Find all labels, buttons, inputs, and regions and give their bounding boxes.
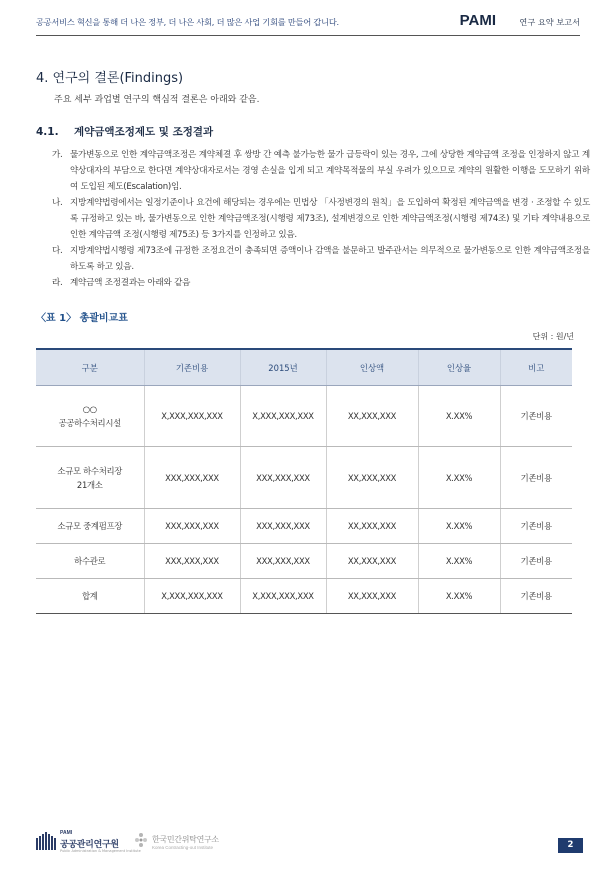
pami-logo	[36, 829, 141, 853]
cell-increase: XX,XXX,XXX	[326, 544, 418, 579]
cell-base-cost: XXX,XXX,XXX	[144, 509, 240, 544]
table-row	[36, 386, 572, 447]
header-divider	[36, 35, 580, 36]
cell-base-cost: X,XXX,XXX,XXX	[144, 579, 240, 614]
partner-emblem-icon	[134, 831, 148, 851]
summary-table	[36, 348, 572, 614]
cell-category: 합계	[36, 579, 144, 614]
header-category: 구분	[36, 349, 144, 386]
cell-year-2015: XXX,XXX,XXX	[240, 544, 326, 579]
cell-year-2015: XXX,XXX,XXX	[240, 509, 326, 544]
cell-increase: XX,XXX,XXX	[326, 579, 418, 614]
table-row	[36, 509, 572, 544]
header-doc-type: 연구 요약 보고서	[519, 17, 580, 27]
header-year-2015: 2015년	[240, 349, 326, 386]
cell-category	[36, 386, 144, 447]
list-text: 계약금액 조정결과는 아래와 같음	[70, 278, 191, 288]
cell-category	[36, 447, 144, 509]
list-item	[52, 195, 590, 243]
section-title: 4. 연구의 결론(Findings)	[36, 71, 184, 86]
list-text: 지방계약법령에서는 일정기준이나 요건에 해당되는 경우에는 민법상 「사정변경의 원칙」을 도입하여 확정된 계약금액을 변경 · 조정할 수 있도록 규정하고 있는 바, 물가변동으로 인한 계약금액조정(시행령 제73조), 설계변경으로 인한 계약금액조정(시행령 제74조) 및 기타 계약내용으로 인한 계약금액 조정(시행령 제75조) 등 3가지를 인정하고 있음.	[70, 198, 590, 240]
table-header-row	[36, 349, 572, 386]
list-text: 지방계약법시행령 제73조에 규정한 조정요건이 충족되면 증액이나 감액을 불문하고 발주관서는 의무적으로 물가변동으로 인한 계약금액조정을 하도록 하고 있음.	[70, 246, 590, 272]
cell-year-2015: X,XXX,XXX,XXX	[240, 386, 326, 447]
subsection-title	[36, 124, 213, 139]
cell-year-2015: X,XXX,XXX,XXX	[240, 579, 326, 614]
logo-subtitle: Public Administration & Management Institute	[60, 849, 141, 853]
list-marker: 가.	[52, 150, 63, 160]
cell-note: 기존비용	[500, 544, 572, 579]
list-marker: 다.	[52, 246, 63, 256]
table-unit: 단위 : 원/년	[532, 332, 574, 341]
cell-rate: X.XX%	[418, 509, 500, 544]
cell-base-cost: XXX,XXX,XXX	[144, 544, 240, 579]
cell-note: 기존비용	[500, 447, 572, 509]
header-slogan: 공공서비스 혁신을 통해 더 나은 정부, 더 나은 사회, 더 많은 사업 기회를 만들어 갑니다.	[36, 17, 339, 27]
header-rate: 인상율	[418, 349, 500, 386]
header-brand: PAMI	[459, 12, 496, 29]
table-caption: 〈표 1〉 총괄비교표	[36, 313, 128, 324]
partner-name: 한국민간위탁연구소	[152, 835, 219, 844]
list-item	[52, 243, 590, 275]
list-item	[52, 275, 590, 291]
cell-base-cost: XXX,XXX,XXX	[144, 447, 240, 509]
category-line-1: ○○	[82, 404, 97, 414]
cell-base-cost: X,XXX,XXX,XXX	[144, 386, 240, 447]
header-base-cost: 기존비용	[144, 349, 240, 386]
table-row	[36, 544, 572, 579]
cell-rate: X.XX%	[418, 447, 500, 509]
cell-increase: XX,XXX,XXX	[326, 386, 418, 447]
cell-category: 소규모 중계펌프장	[36, 509, 144, 544]
cell-year-2015: XXX,XXX,XXX	[240, 447, 326, 509]
category-line-2: 21개소	[76, 479, 103, 490]
header-note: 비고	[500, 349, 572, 386]
category-line-2: 공공하수처리시설	[58, 418, 121, 428]
cell-note: 기존비용	[500, 579, 572, 614]
page-header	[36, 0, 580, 35]
cell-note: 기존비용	[500, 386, 572, 447]
cell-increase: XX,XXX,XXX	[326, 447, 418, 509]
cell-increase: XX,XXX,XXX	[326, 509, 418, 544]
list-marker: 라.	[52, 278, 63, 288]
subsection-title-text: 계약금액조정제도 및 조정결과	[74, 126, 214, 138]
pami-bars-icon	[36, 832, 56, 850]
logo-small-text: PAMI	[60, 830, 73, 836]
cell-rate: X.XX%	[418, 386, 500, 447]
category-line-1: 소규모 하수처리장	[57, 465, 123, 476]
partner-logo	[134, 829, 244, 853]
cell-rate: X.XX%	[418, 579, 500, 614]
table-row	[36, 447, 572, 509]
partner-subtitle: Korea Contracting-out Institute	[152, 845, 214, 850]
cell-rate: X.XX%	[418, 544, 500, 579]
list-item	[52, 147, 590, 195]
cell-note: 기존비용	[500, 509, 572, 544]
header-increase: 인상액	[326, 349, 418, 386]
logo-name: 공공관리연구원	[60, 840, 119, 850]
table-row-total	[36, 579, 572, 614]
list-text: 물가변동으로 인한 계약금액조정은 계약체결 후 쌍방 간 예측 불가능한 물가 급등락이 있는 경우, 그에 상당한 계약금액 조정을 인정하지 않고 계약상대자의 부담으로 한다면 계약상대자로서는 경영 손실을 입게 되고 계약목적물의 부실 우려가 있으므로 계약의 원활한 이행을 도모하기 위하여 도입된 제도(Escalation)임.	[70, 150, 590, 192]
findings-list	[52, 147, 590, 291]
cell-category: 하수관로	[36, 544, 144, 579]
subsection-number: 4.1.	[36, 126, 59, 138]
page-number: 2	[558, 838, 583, 853]
section-summary: 주요 세부 과업별 연구의 핵심적 결론은 아래와 같음.	[54, 95, 260, 105]
list-marker: 나.	[52, 198, 63, 208]
